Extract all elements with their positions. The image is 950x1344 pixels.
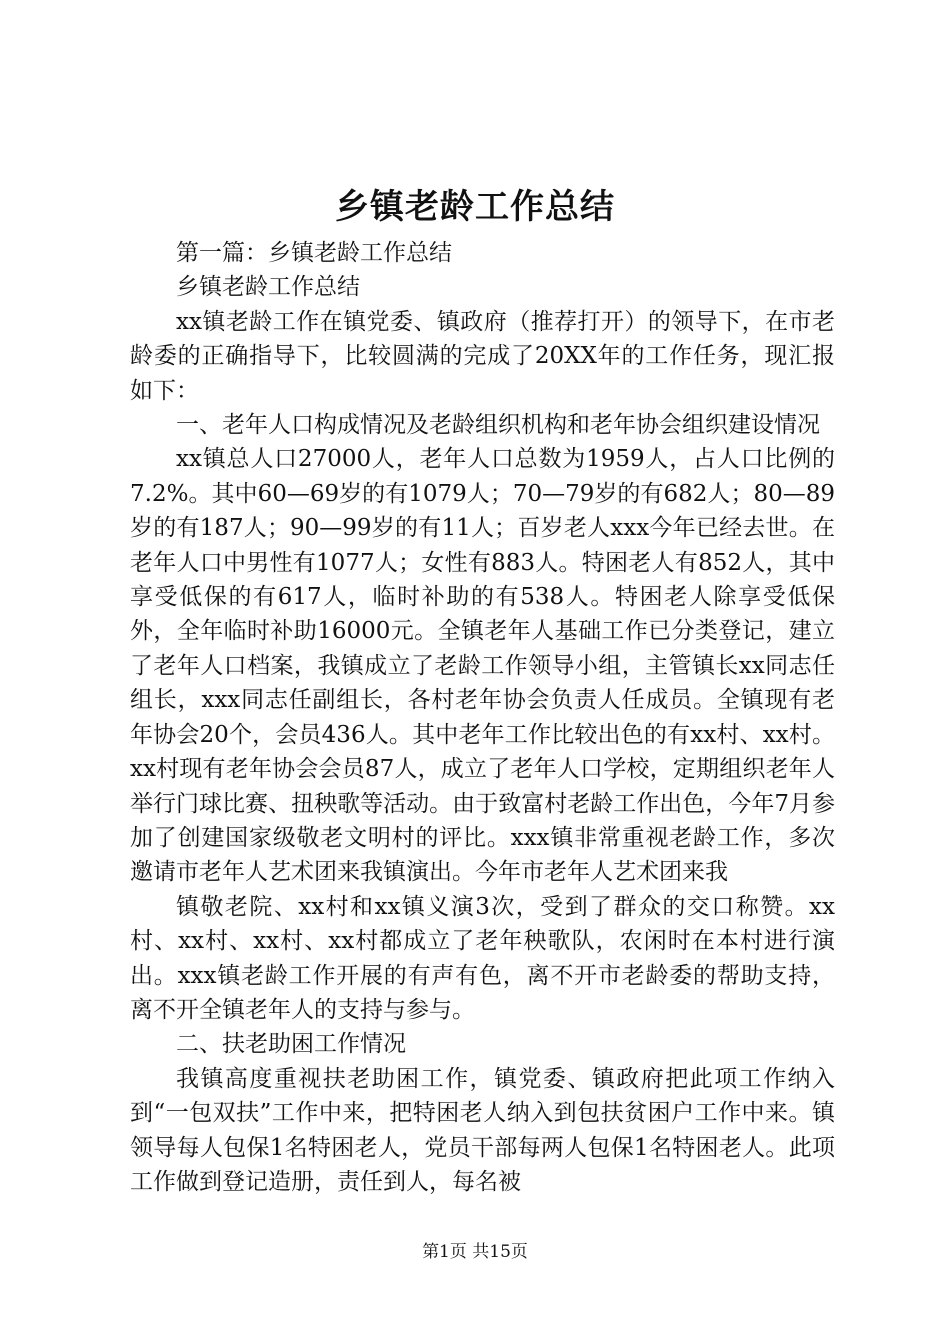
document-body [130, 236, 835, 1199]
section-heading-2: 二、扶老助困工作情况 [176, 1031, 406, 1058]
paragraph-intro: xx镇老龄工作在镇党委、镇政府（推荐打开）的领导下，在市老龄委的正确指导下，比较圆满的完成了20XX年的工作任务，现汇报如下： [130, 308, 835, 404]
page-footer: 第1页 共15页 [422, 1242, 528, 1262]
paragraph-subtitle: 乡镇老龄工作总结 [176, 274, 360, 301]
paragraph-assistance: 我镇高度重视扶老助困工作，镇党委、镇政府把此项工作纳入到“一包双扶”工作中来，把特困老人纳入到包扶贫困户工作中来。镇领导每人包保1名特困老人，党员干部每两人包保1名特困老人。此项工作做到登记造册，责任到人，每名被 [130, 1065, 835, 1195]
paragraph-performance: 镇敬老院、xx村和xx镇义演3次，受到了群众的交口称赞。xx村、xx村、xx村、xx村都成立了老年秧歌队，农闲时在本村进行演出。xxx镇老龄工作开展的有声有色，离不开市老龄委的帮助支持，离不开全镇老年人的支持与参与。 [130, 893, 835, 1023]
paragraph-part-heading: 第一篇：乡镇老龄工作总结 [176, 240, 452, 266]
section-heading-1: 一、老年人口构成情况及老龄组织机构和老年协会组织建设情况 [176, 412, 820, 439]
paragraph-population: xx镇总人口27000人，老年人口总数为1959人，占人口比例的7.2%。其中60—69岁的有1079人；70—79岁的有682人；80—89岁的有187人；90—99岁的有11人；百岁老人xxx今年已经去世。在老年人口中男性有1077人；女性有883人。特困老人有852人，其中享受低保的有617人，临时补助的有538人。特困老人除享受低保外，全年临时补助16000元。全镇老年人基础工作已分类登记，建立了老年人口档案，我镇成立了老龄工作领导小组，主管镇长xx同志任组长，xxx同志任副组长，各村老年协会负责人任成员。全镇现有老年协会20个，会员436人。其中老年工作比较出色的有xx村、xx村。xx村现有老年协会会员87人，成立了老年人口学校，定期组织老年人举行门球比赛、扭秧歌等活动。由于致富村老龄工作出色，今年7月参加了创建国家级敬老文明村的评比。xxx镇非常重视老龄工作，多次邀请市老年人艺术团来我镇演出。今年市老年人艺术团来我 [130, 446, 835, 886]
document-title: 乡镇老龄工作总结 [335, 187, 615, 227]
